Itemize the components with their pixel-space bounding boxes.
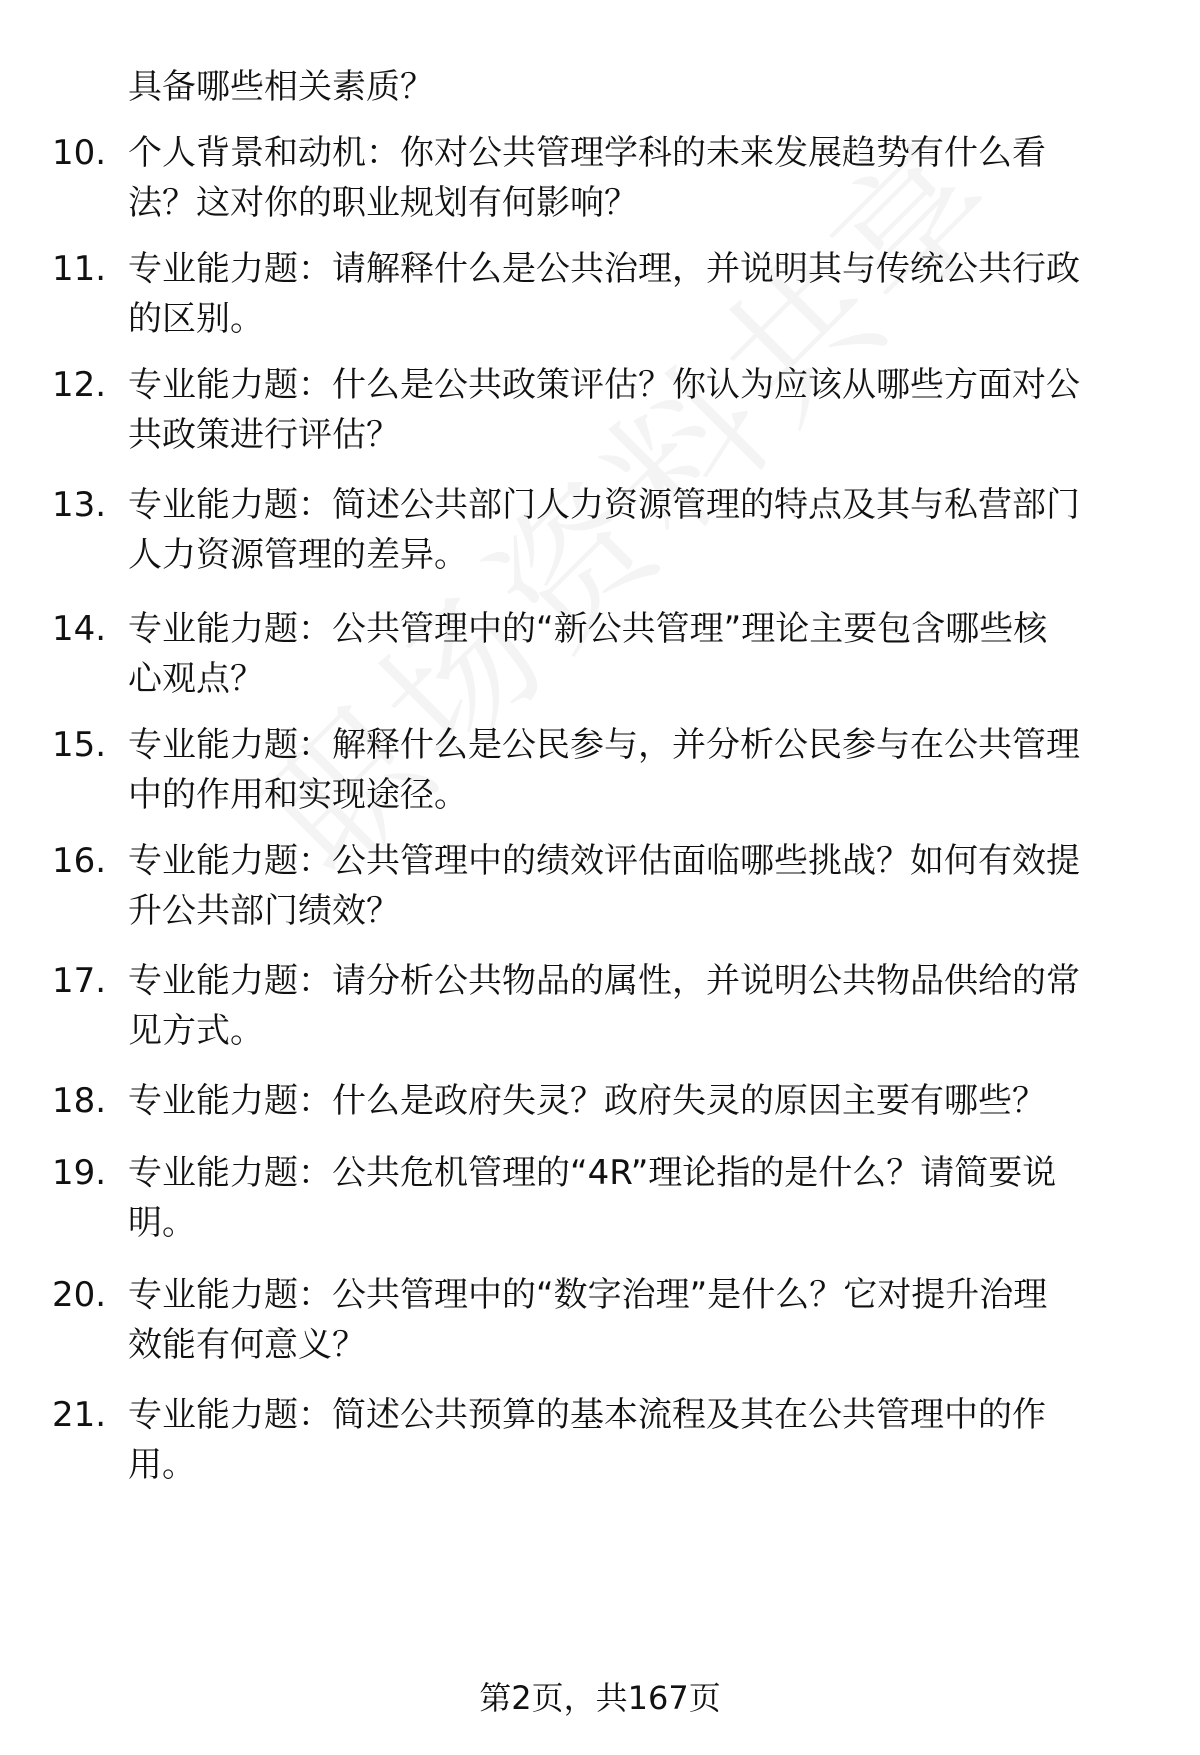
item-number: 15.	[52, 725, 107, 765]
item-line: 法？这对你的职业规划有何影响？	[128, 183, 638, 223]
item-line: 中的作用和实现途径。	[128, 775, 468, 815]
item-line: 专业能力题：解释什么是公民参与，并分析公民参与在公共管理	[128, 725, 1080, 765]
item-line: 人力资源管理的差异。	[128, 535, 468, 575]
item-line: 专业能力题：什么是政府失灵？政府失灵的原因主要有哪些？	[128, 1081, 1046, 1121]
item-text	[128, 1076, 1148, 1126]
item-text	[128, 480, 1148, 580]
item-text	[128, 244, 1148, 344]
item-number: 16.	[52, 841, 107, 881]
item-text	[128, 128, 1148, 228]
item-number: 11.	[52, 249, 107, 289]
item-number: 17.	[52, 961, 107, 1001]
item-line: 专业能力题：公共管理中的绩效评估面临哪些挑战？如何有效提	[128, 841, 1080, 881]
item-number: 12.	[52, 365, 107, 405]
item-text	[128, 956, 1148, 1056]
item-line: 专业能力题：公共危机管理的“4R”理论指的是什么？请简要说	[128, 1153, 1057, 1193]
item-text	[128, 1270, 1148, 1370]
item-text	[128, 1390, 1148, 1490]
item-line: 升公共部门绩效？	[128, 891, 400, 931]
item-number: 10.	[52, 133, 107, 173]
item-line: 明。	[128, 1203, 196, 1243]
item-line: 专业能力题：公共管理中的“新公共管理”理论主要包含哪些核	[128, 609, 1048, 649]
item-text	[128, 720, 1148, 820]
item-line: 专业能力题：请分析公共物品的属性，并说明公共物品供给的常	[128, 961, 1080, 1001]
item-number: 20.	[52, 1275, 107, 1315]
item-line: 专业能力题：简述公共部门人力资源管理的特点及其与私营部门	[128, 485, 1080, 525]
item-line: 专业能力题：简述公共预算的基本流程及其在公共管理中的作	[128, 1395, 1046, 1435]
item-line: 专业能力题：什么是公共政策评估？你认为应该从哪些方面对公	[128, 365, 1080, 405]
item-number: 14.	[52, 609, 107, 649]
item-line: 用。	[128, 1445, 196, 1485]
item-line: 个人背景和动机：你对公共管理学科的未来发展趋势有什么看	[128, 133, 1046, 173]
item-line: 的区别。	[128, 299, 264, 339]
item-line: 效能有何意义？	[128, 1325, 366, 1365]
item-line: 共政策进行评估？	[128, 415, 400, 455]
item-text	[128, 604, 1148, 704]
item-number: 19.	[52, 1153, 107, 1193]
item-line: 见方式。	[128, 1011, 264, 1051]
item-line: 心观点？	[128, 659, 264, 699]
item-line: 专业能力题：请解释什么是公共治理，并说明其与传统公共行政	[128, 249, 1080, 289]
item-text	[128, 1148, 1148, 1248]
item-text	[128, 360, 1148, 460]
item-number: 13.	[52, 485, 107, 525]
item-number: 21.	[52, 1395, 107, 1435]
item-number: 18.	[52, 1081, 107, 1121]
item-text	[128, 836, 1148, 936]
page-footer: 第2页，共167页	[479, 1679, 721, 1717]
continued-text: 具备哪些相关素质？	[128, 67, 434, 107]
item-line: 专业能力题：公共管理中的“数字治理”是什么？它对提升治理	[128, 1275, 1048, 1315]
